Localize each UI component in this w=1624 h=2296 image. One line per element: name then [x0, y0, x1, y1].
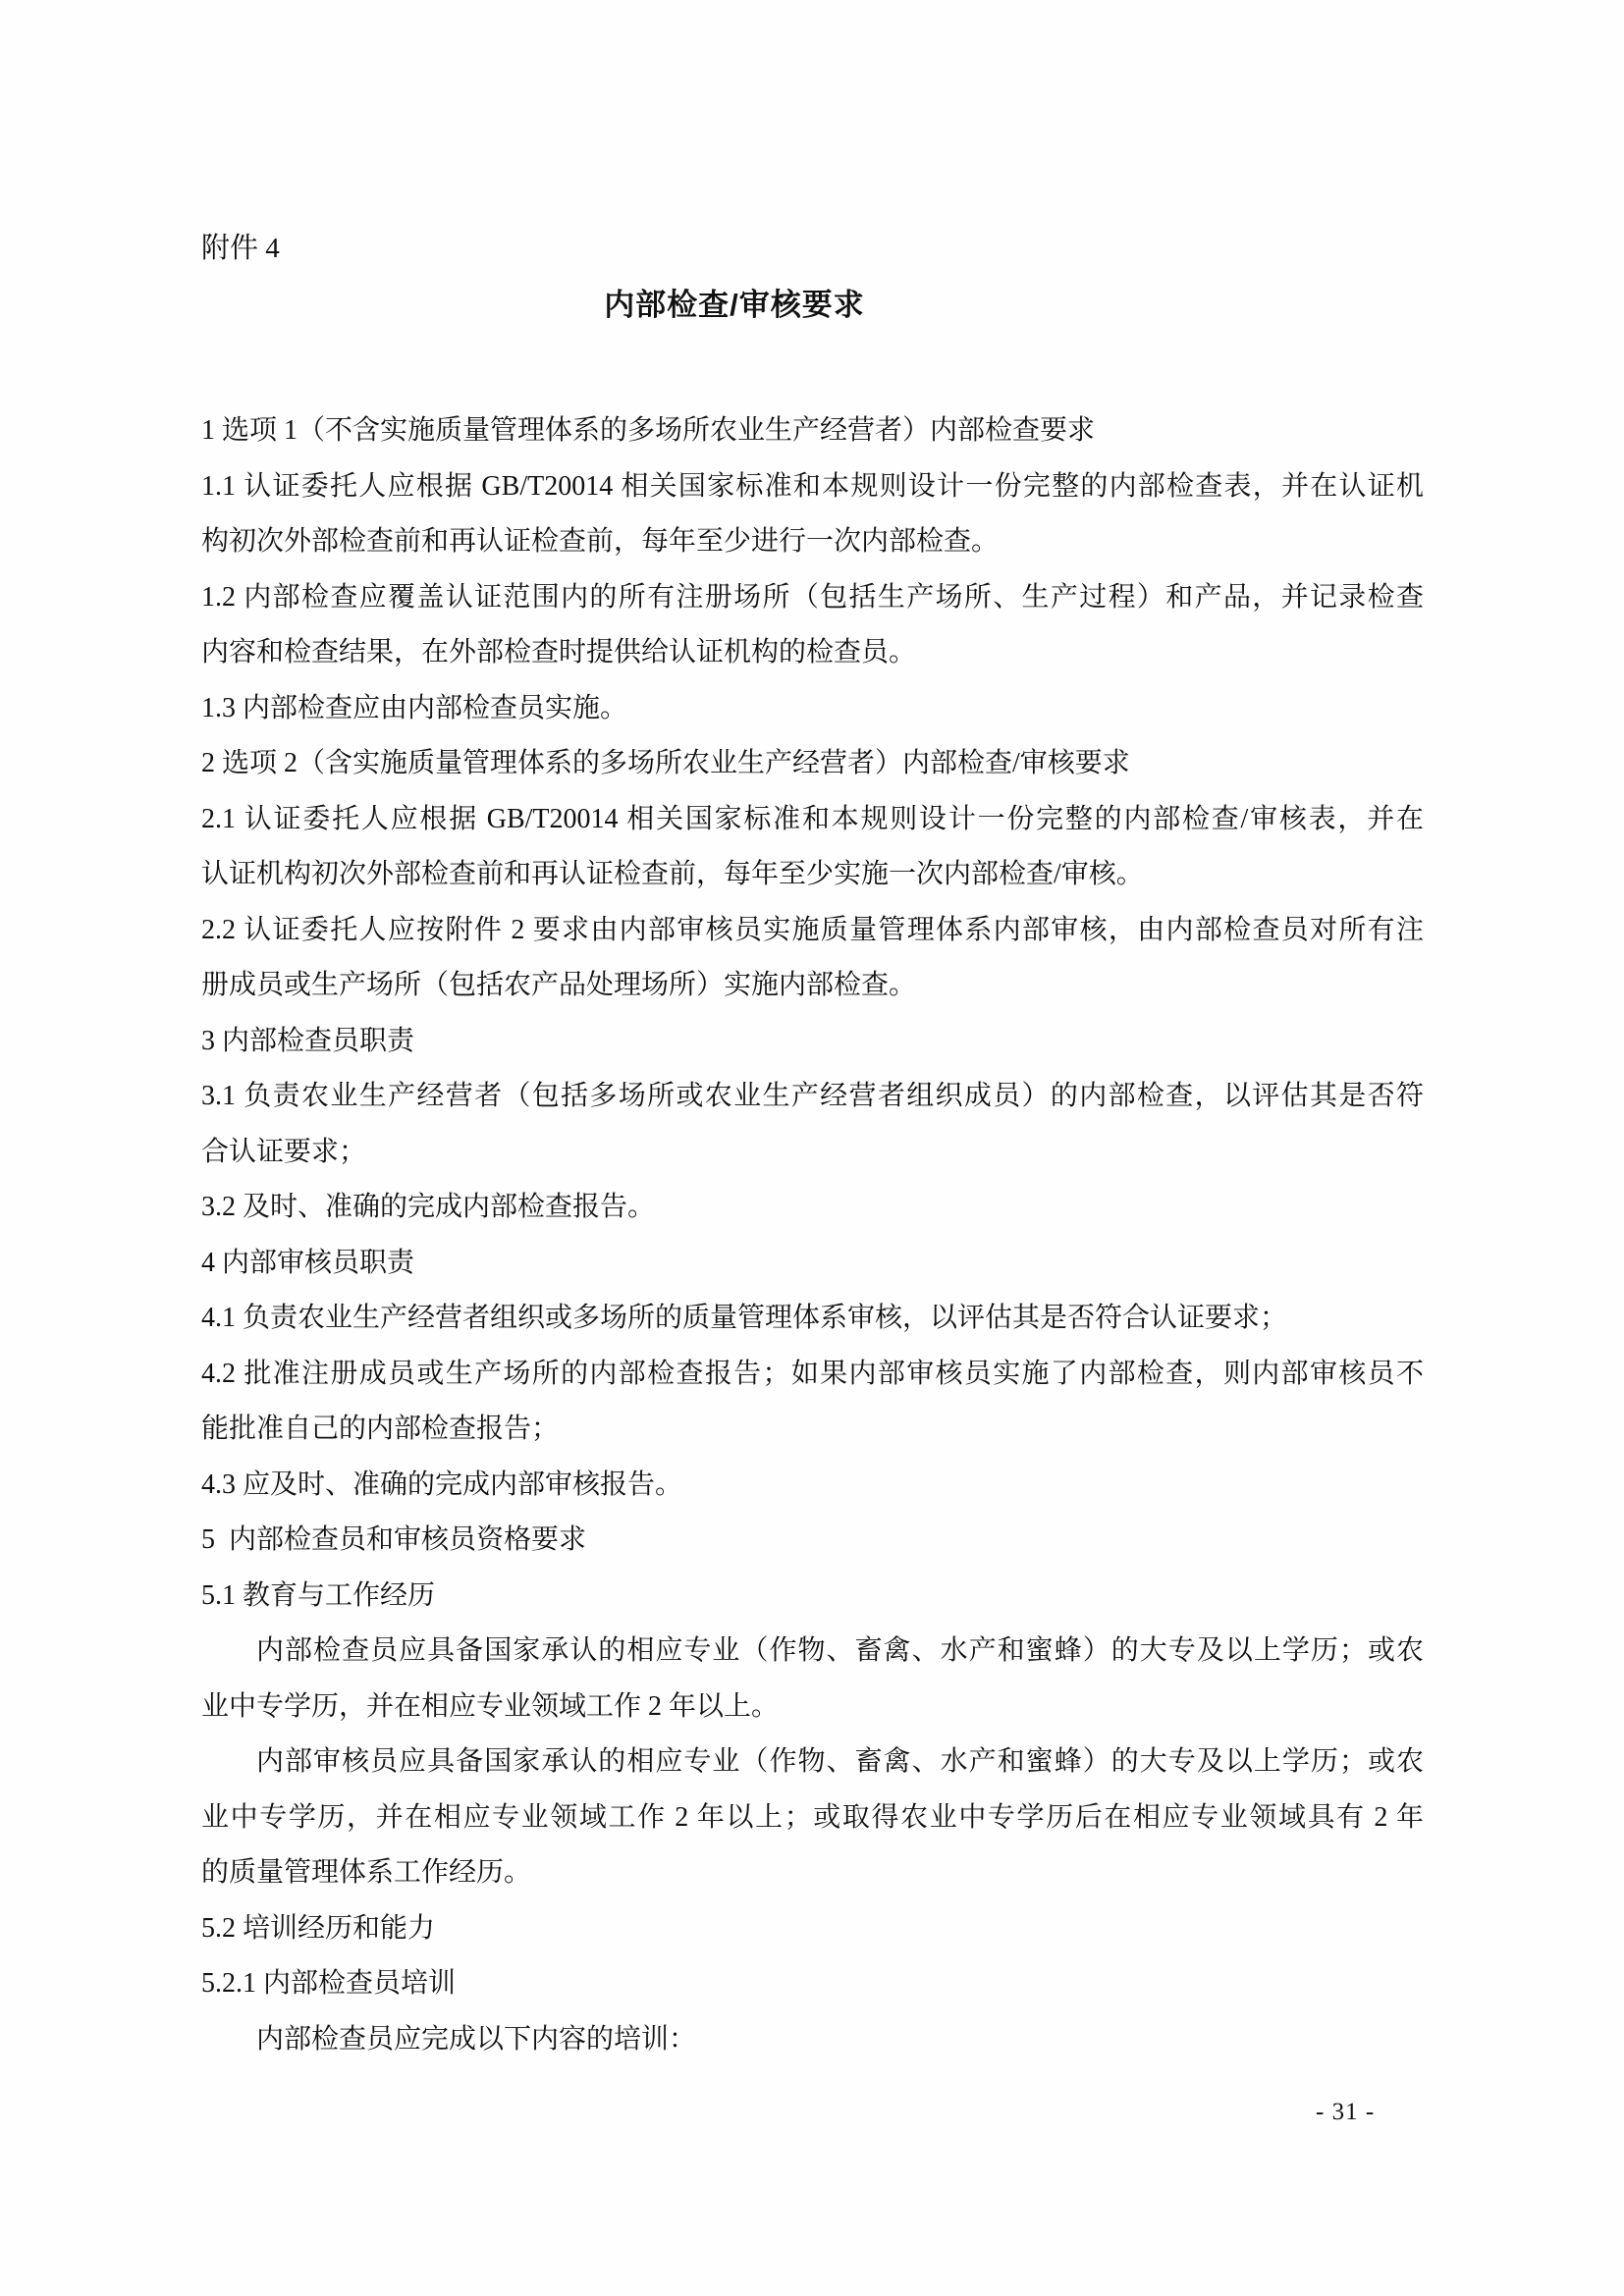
- text-line: 2 选项 2（含实施质量管理体系的多场所农业生产经营者）内部检查/审核要求: [201, 748, 1130, 778]
- text-line: 2.1 认证委托人应根据 GB/T20014 相关国家标准和本规则设计一份完整的内部检查/审核表，并在: [201, 803, 1424, 834]
- text-line: 4.2 批准注册成员或生产场所的内部检查报告；如果内部审核员实施了内部检查，则内部审核员不: [201, 1358, 1424, 1389]
- text-line: 5.1 教育与工作经历: [201, 1579, 436, 1611]
- page-title: 内部检查/审核要求: [604, 288, 865, 322]
- text-line: 能批准自己的内部检查报告；: [201, 1414, 560, 1444]
- text-line: 2.2 认证委托人应按附件 2 要求由内部审核员实施质量管理体系内部审核，由内部检查员对所有注: [201, 914, 1424, 945]
- text-line: 业中专学历，并在相应专业领域工作 2 年以上。: [201, 1690, 780, 1722]
- text-line: 内部审核员应具备国家承认的相应专业（作物、畜禽、水产和蜜蜂）的大专及以上学历；或农: [256, 1746, 1424, 1777]
- attachment-label: 附件 4: [201, 233, 280, 264]
- text-line: 业中专学历，并在相应专业领域工作 2 年以上；或取得农业中专学历后在相应专业领域具有 2 年: [201, 1801, 1424, 1833]
- text-line: 5.2 培训经历和能力: [201, 1912, 436, 1944]
- text-line: 1.1 认证委托人应根据 GB/T20014 相关国家标准和本规则设计一份完整的内部检查表，并在认证机: [201, 470, 1424, 502]
- text-line: 内部检查员应具备国家承认的相应专业（作物、畜禽、水产和蜜蜂）的大专及以上学历；或农: [256, 1635, 1424, 1666]
- text-line: 内部检查员应完成以下内容的培训：: [256, 2023, 697, 2055]
- text-line: 5 内部检查员和审核员资格要求: [201, 1524, 587, 1555]
- text-line: 1 选项 1（不含实施质量管理体系的多场所农业生产经营者）内部检查要求: [201, 415, 1096, 446]
- text-line: 4 内部审核员职责: [201, 1247, 415, 1278]
- text-line: 4.3 应及时、准确的完成内部审核报告。: [201, 1468, 683, 1500]
- text-line: 构初次外部检查前和再认证检查前，每年至少进行一次内部检查。: [201, 526, 1000, 557]
- text-line: 1.3 内部检查应由内部检查员实施。: [201, 692, 628, 723]
- text-line: 的质量管理体系工作经历。: [201, 1857, 532, 1888]
- text-line: 3.2 及时、准确的完成内部检查报告。: [201, 1192, 656, 1222]
- page-number: - 31 -: [1316, 2099, 1376, 2125]
- text-line: 4.1 负责农业生产经营者组织或多场所的质量管理体系审核，以评估其是否符合认证要求；: [201, 1303, 1288, 1333]
- text-line: 5.2.1 内部检查员培训: [201, 1968, 457, 1999]
- text-line: 1.2 内部检查应覆盖认证范围内的所有注册场所（包括生产场所、生产过程）和产品，并记录检查: [201, 581, 1424, 613]
- document-body: [201, 403, 1424, 2067]
- text-line: 3 内部检查员职责: [201, 1025, 415, 1056]
- text-line: 3.1 负责农业生产经营者（包括多场所或农业生产经营者组织成员）的内部检查，以评估其是否符: [201, 1081, 1424, 1111]
- text-line: 册成员或生产场所（包括农产品处理场所）实施内部检查。: [201, 970, 917, 1000]
- text-line: 内容和检查结果，在外部检查时提供给认证机构的检查员。: [201, 637, 917, 667]
- text-line: 认证机构初次外部检查前和再认证检查前，每年至少实施一次内部检查/审核。: [201, 859, 1144, 889]
- text-line: 合认证要求；: [201, 1136, 367, 1167]
